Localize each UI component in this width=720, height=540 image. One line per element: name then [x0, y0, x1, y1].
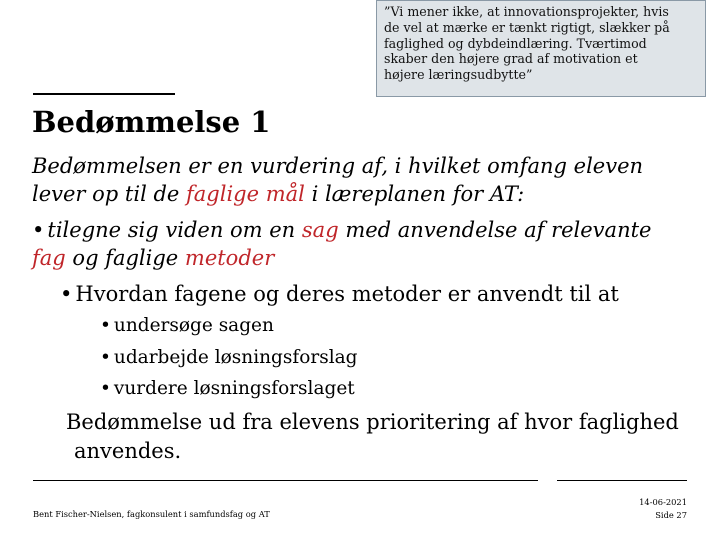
sub-item-text: undersøge sagen [113, 315, 274, 336]
footer-author: Bent Fischer-Nielsen, fagkonsulent i samfundsfag og AT [33, 509, 270, 519]
goal-bullet [32, 216, 651, 244]
quote-line: højere læringsudbytte” [384, 67, 533, 83]
method-text: Hvordan fagene og deres metoder er anvendt til at [75, 282, 619, 306]
quote-box [376, 0, 706, 97]
bullet-icon: • [100, 347, 111, 368]
goal-text: og faglige [65, 246, 185, 270]
footer-date: 14-06-2021 [639, 497, 687, 507]
slide-title: Bedømmelse 1 [32, 105, 271, 139]
sub-item [100, 313, 274, 339]
footer-meta [639, 496, 687, 522]
quote-line: ”Vi mener ikke, at innovationsprojekter, hvis [384, 4, 669, 19]
sub-item [100, 376, 355, 402]
intro-text: lever op til de [32, 182, 187, 206]
goal-text: tilegne sig viden om en [47, 218, 302, 242]
bullet-icon: • [60, 282, 73, 306]
goal-continuation [32, 244, 274, 272]
goal-text: med anvendelse af relevante [338, 218, 652, 242]
highlight-fag: fag [32, 246, 66, 270]
method-bullet [60, 280, 619, 308]
closing-line [66, 408, 679, 436]
sub-item-text: vurdere løsningsforslaget [113, 378, 355, 399]
sub-item [100, 345, 358, 371]
quote-line: de vel at mærke er tænkt rigtigt, slækker på [384, 19, 670, 35]
sub-item-text: udarbejde løsningsforslag [113, 347, 358, 368]
closing-text: anvendes. [74, 439, 182, 463]
title-divider [33, 93, 175, 95]
footer-divider-left [33, 480, 538, 481]
bullet-icon: • [100, 378, 111, 399]
intro-text: Bedømmelsen er en vurdering af, i hvilket omfang eleven [32, 154, 644, 178]
quote-line: faglighed og dybdeindlæring. Tværtimod [384, 35, 647, 51]
closing-line [74, 437, 181, 465]
highlight-metoder: metoder [184, 246, 275, 270]
bullet-icon: • [32, 218, 45, 242]
closing-text: Bedømmelse ud fra elevens prioritering af hvor faglighed [66, 410, 679, 434]
highlight-faglige-maal: faglige mål [186, 182, 305, 206]
intro-text: i læreplanen for AT: [304, 182, 525, 206]
bullet-icon: • [100, 315, 111, 336]
highlight-sag: sag [301, 218, 339, 242]
intro-line [32, 152, 643, 180]
footer-divider-right [557, 480, 687, 481]
quote-line: skaber den højere grad af motivation et [384, 51, 638, 67]
intro-line [32, 180, 524, 208]
footer-page-number: Side 27 [655, 510, 687, 520]
